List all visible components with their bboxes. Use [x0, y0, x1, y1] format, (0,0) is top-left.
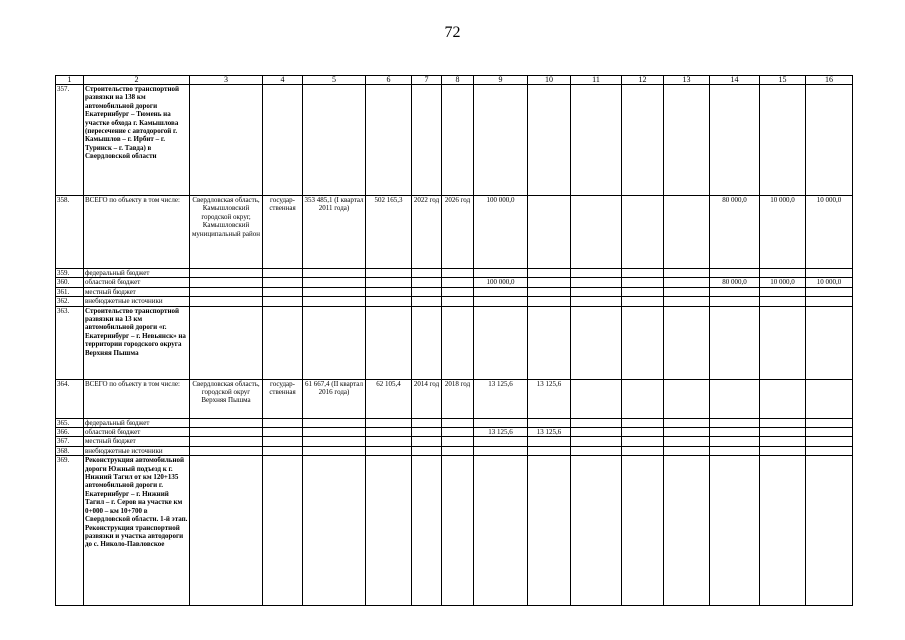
cell-empty	[474, 306, 528, 379]
cell-empty	[190, 85, 263, 196]
cell-empty	[760, 456, 806, 606]
cell-amount	[622, 418, 664, 427]
cell-amount	[528, 196, 571, 269]
cell-amount	[710, 269, 760, 278]
row-description: ВСЕГО по объекту в том числе:	[84, 379, 190, 418]
cell-end-year: 2026 год	[442, 196, 474, 269]
cell-amount	[806, 269, 853, 278]
cell-amount: 10 000,0	[760, 278, 806, 287]
cell-empty	[806, 306, 853, 379]
cell-amount	[760, 269, 806, 278]
cell-total-cost: 502 165,3	[366, 196, 412, 269]
cell-empty	[710, 306, 760, 379]
cell-total-cost	[366, 418, 412, 427]
cell-ownership: государ-ственная	[263, 196, 303, 269]
cell-start-year	[412, 287, 442, 296]
col-header: 13	[664, 76, 710, 85]
cell-amount	[474, 269, 528, 278]
cell-amount: 80 000,0	[710, 196, 760, 269]
cell-empty	[442, 456, 474, 606]
cell-start-year	[412, 297, 442, 306]
cell-location	[190, 269, 263, 278]
table-row	[56, 85, 853, 196]
cell-amount	[760, 428, 806, 437]
cell-amount	[528, 418, 571, 427]
cell-empty	[190, 456, 263, 606]
cell-ownership	[263, 287, 303, 296]
cell-amount	[622, 278, 664, 287]
col-header: 15	[760, 76, 806, 85]
cell-total-cost	[366, 437, 412, 446]
cell-amount	[760, 437, 806, 446]
cell-end-year	[442, 437, 474, 446]
cell-amount	[622, 428, 664, 437]
cell-amount: 13 125,6	[528, 379, 571, 418]
cell-amount	[622, 269, 664, 278]
table-row	[56, 306, 853, 379]
row-number: 358.	[56, 196, 84, 269]
table-row	[56, 437, 853, 446]
cell-empty	[664, 85, 710, 196]
row-number: 364.	[56, 379, 84, 418]
cell-total-cost	[366, 446, 412, 455]
cell-location	[190, 437, 263, 446]
cell-amount	[710, 379, 760, 418]
cell-amount	[664, 379, 710, 418]
cell-empty	[622, 456, 664, 606]
page-number: 72	[444, 24, 461, 41]
cell-amount	[571, 196, 622, 269]
cell-estimated-cost: 61 667,4 (II квартал 2016 года)	[303, 379, 366, 418]
cell-amount	[760, 297, 806, 306]
cell-empty	[710, 85, 760, 196]
cell-empty	[412, 85, 442, 196]
cell-ownership	[263, 297, 303, 306]
cell-total-cost	[366, 428, 412, 437]
object-title: Строительство транспортной развязки на 138 км автомобильной дороги Екатеринбург – Тюмень на участке обхода г. Камышлова (пересечение с автодорогой г. Камышлов – г. Ирбит – г. Туринск – г. Тавда) в Свердловской области	[84, 85, 190, 196]
cell-amount	[710, 287, 760, 296]
row-number: 368.	[56, 446, 84, 455]
cell-empty	[303, 456, 366, 606]
budget-table	[55, 75, 853, 606]
cell-amount	[806, 446, 853, 455]
cell-ownership	[263, 269, 303, 278]
cell-amount	[664, 437, 710, 446]
object-title: Строительство транспортной развязки на 13 км автомобильной дороги «г. Екатеринбург – г. Невьянск» на территории городского округа Верхняя Пышма	[84, 306, 190, 379]
cell-empty	[412, 456, 442, 606]
cell-empty	[806, 85, 853, 196]
cell-amount: 80 000,0	[710, 278, 760, 287]
row-description: внебюджетные источники	[84, 446, 190, 455]
table-row	[56, 196, 853, 269]
col-header: 1	[56, 76, 84, 85]
cell-estimated-cost: 353 485,1 (I квартал 2011 года)	[303, 196, 366, 269]
cell-amount: 10 000,0	[806, 196, 853, 269]
row-description: местный бюджет	[84, 287, 190, 296]
cell-amount	[664, 196, 710, 269]
cell-empty	[474, 456, 528, 606]
col-header: 8	[442, 76, 474, 85]
table-row	[56, 269, 853, 278]
cell-amount: 13 125,6	[474, 379, 528, 418]
cell-empty	[474, 85, 528, 196]
cell-empty	[263, 85, 303, 196]
cell-amount	[622, 287, 664, 296]
row-number: 362.	[56, 297, 84, 306]
table-row	[56, 418, 853, 427]
cell-amount	[664, 428, 710, 437]
cell-location	[190, 297, 263, 306]
cell-total-cost	[366, 278, 412, 287]
cell-amount: 100 000,0	[474, 196, 528, 269]
cell-amount: 100 000,0	[474, 278, 528, 287]
cell-location	[190, 428, 263, 437]
cell-amount	[710, 437, 760, 446]
cell-estimated-cost	[303, 297, 366, 306]
cell-empty	[664, 306, 710, 379]
cell-amount: 10 000,0	[760, 196, 806, 269]
row-number: 363.	[56, 306, 84, 379]
cell-estimated-cost	[303, 437, 366, 446]
cell-start-year: 2014 год	[412, 379, 442, 418]
cell-estimated-cost	[303, 269, 366, 278]
object-title: Реконструкция автомобильной дороги Южный подъезд к г. Нижний Тагил от км 120+135 автомобильной дороги г. Екатеринбург – г. Нижний Тагил – г. Серов на участке км 0+000 – км 10+700 в Свердловской области. 1-й этап. Реконструкция транспортной развязки и участка автодороги до с. Николо-Павловское	[84, 456, 190, 606]
cell-total-cost	[366, 297, 412, 306]
cell-amount	[528, 446, 571, 455]
row-number: 365.	[56, 418, 84, 427]
row-number: 360.	[56, 278, 84, 287]
col-header: 4	[263, 76, 303, 85]
cell-empty	[366, 456, 412, 606]
table-row	[56, 287, 853, 296]
cell-start-year	[412, 437, 442, 446]
cell-amount	[571, 418, 622, 427]
cell-empty	[528, 306, 571, 379]
col-header: 12	[622, 76, 664, 85]
cell-empty	[366, 85, 412, 196]
cell-amount	[664, 418, 710, 427]
cell-amount	[664, 269, 710, 278]
cell-amount: 10 000,0	[806, 278, 853, 287]
cell-amount	[622, 437, 664, 446]
cell-amount	[664, 287, 710, 296]
cell-location	[190, 278, 263, 287]
row-number: 359.	[56, 269, 84, 278]
cell-empty	[571, 85, 622, 196]
cell-amount	[474, 437, 528, 446]
cell-empty	[263, 456, 303, 606]
cell-empty	[442, 306, 474, 379]
cell-empty	[412, 306, 442, 379]
cell-start-year	[412, 428, 442, 437]
cell-estimated-cost	[303, 287, 366, 296]
table-row	[56, 297, 853, 306]
cell-end-year	[442, 418, 474, 427]
cell-amount	[571, 287, 622, 296]
row-description: областной бюджет	[84, 278, 190, 287]
cell-amount	[622, 379, 664, 418]
cell-end-year	[442, 446, 474, 455]
row-number: 369.	[56, 456, 84, 606]
cell-ownership	[263, 278, 303, 287]
cell-start-year: 2022 год	[412, 196, 442, 269]
cell-start-year	[412, 418, 442, 427]
cell-empty	[664, 456, 710, 606]
cell-estimated-cost	[303, 278, 366, 287]
cell-estimated-cost	[303, 428, 366, 437]
cell-location: Свердловская область, Камышловский городской округ, Камышловский муниципальный район	[190, 196, 263, 269]
cell-amount	[760, 446, 806, 455]
cell-total-cost: 62 105,4	[366, 379, 412, 418]
cell-amount	[806, 437, 853, 446]
col-header: 7	[412, 76, 442, 85]
col-header: 2	[84, 76, 190, 85]
cell-start-year	[412, 278, 442, 287]
cell-empty	[263, 306, 303, 379]
cell-ownership	[263, 418, 303, 427]
row-description: ВСЕГО по объекту в том числе:	[84, 196, 190, 269]
cell-estimated-cost	[303, 418, 366, 427]
cell-end-year	[442, 287, 474, 296]
cell-amount	[806, 379, 853, 418]
table-row	[56, 456, 853, 606]
cell-amount	[571, 428, 622, 437]
cell-amount	[622, 196, 664, 269]
row-description: местный бюджет	[84, 437, 190, 446]
table-row	[56, 379, 853, 418]
cell-amount	[622, 297, 664, 306]
cell-amount	[528, 297, 571, 306]
row-number: 366.	[56, 428, 84, 437]
cell-amount	[710, 428, 760, 437]
cell-amount	[664, 297, 710, 306]
col-header: 14	[710, 76, 760, 85]
cell-total-cost	[366, 287, 412, 296]
row-number: 361.	[56, 287, 84, 296]
cell-amount	[806, 428, 853, 437]
cell-start-year	[412, 269, 442, 278]
table-body	[56, 85, 853, 606]
cell-end-year: 2018 год	[442, 379, 474, 418]
cell-amount	[571, 437, 622, 446]
cell-empty	[190, 306, 263, 379]
cell-empty	[442, 85, 474, 196]
cell-amount	[571, 446, 622, 455]
col-header: 16	[806, 76, 853, 85]
cell-amount	[710, 297, 760, 306]
cell-amount: 13 125,6	[528, 428, 571, 437]
cell-ownership	[263, 437, 303, 446]
col-header: 3	[190, 76, 263, 85]
cell-amount	[806, 287, 853, 296]
cell-total-cost	[366, 269, 412, 278]
cell-amount	[528, 278, 571, 287]
col-header: 10	[528, 76, 571, 85]
cell-amount	[474, 446, 528, 455]
cell-empty	[806, 456, 853, 606]
cell-amount	[571, 269, 622, 278]
cell-end-year	[442, 278, 474, 287]
row-description: внебюджетные источники	[84, 297, 190, 306]
cell-amount	[806, 418, 853, 427]
cell-amount	[474, 297, 528, 306]
cell-amount	[528, 287, 571, 296]
cell-empty	[366, 306, 412, 379]
cell-amount	[571, 297, 622, 306]
cell-empty	[710, 456, 760, 606]
header-row	[56, 76, 853, 85]
cell-amount: 13 125,6	[474, 428, 528, 437]
cell-amount	[760, 287, 806, 296]
row-description: федеральный бюджет	[84, 418, 190, 427]
cell-amount	[664, 446, 710, 455]
cell-empty	[303, 85, 366, 196]
cell-empty	[622, 85, 664, 196]
table-row	[56, 428, 853, 437]
cell-empty	[528, 456, 571, 606]
row-number: 357.	[56, 85, 84, 196]
cell-amount	[528, 437, 571, 446]
row-number: 367.	[56, 437, 84, 446]
cell-amount	[664, 278, 710, 287]
cell-start-year	[412, 446, 442, 455]
table-row	[56, 278, 853, 287]
cell-location	[190, 418, 263, 427]
cell-empty	[760, 306, 806, 379]
cell-location	[190, 287, 263, 296]
cell-empty	[528, 85, 571, 196]
cell-ownership: государ-ственная	[263, 379, 303, 418]
col-header: 5	[303, 76, 366, 85]
row-description: областной бюджет	[84, 428, 190, 437]
cell-ownership	[263, 446, 303, 455]
cell-amount	[622, 446, 664, 455]
cell-amount	[571, 379, 622, 418]
cell-end-year	[442, 428, 474, 437]
cell-amount	[806, 297, 853, 306]
cell-location	[190, 446, 263, 455]
cell-estimated-cost	[303, 446, 366, 455]
cell-empty	[622, 306, 664, 379]
col-header: 6	[366, 76, 412, 85]
cell-amount	[710, 418, 760, 427]
cell-location: Свердловская область, городской округ Верхняя Пышма	[190, 379, 263, 418]
cell-amount	[474, 287, 528, 296]
cell-empty	[760, 85, 806, 196]
cell-ownership	[263, 428, 303, 437]
cell-empty	[571, 306, 622, 379]
cell-amount	[474, 418, 528, 427]
col-header: 9	[474, 76, 528, 85]
cell-empty	[303, 306, 366, 379]
cell-amount	[571, 278, 622, 287]
col-header: 11	[571, 76, 622, 85]
cell-amount	[528, 269, 571, 278]
table-row	[56, 446, 853, 455]
cell-amount	[760, 379, 806, 418]
cell-end-year	[442, 297, 474, 306]
cell-end-year	[442, 269, 474, 278]
cell-amount	[710, 446, 760, 455]
cell-amount	[760, 418, 806, 427]
cell-empty	[571, 456, 622, 606]
row-description: федеральный бюджет	[84, 269, 190, 278]
